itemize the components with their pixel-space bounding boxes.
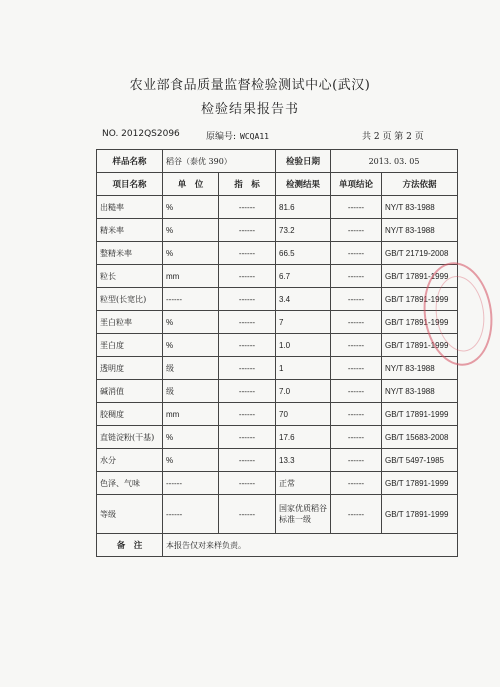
table-row [97, 288, 458, 311]
report-title: 检验结果报告书 [200, 102, 299, 117]
results-table [96, 149, 458, 557]
table-row [97, 357, 458, 380]
cell-item: 精米率 [97, 219, 163, 242]
cell-standard: ------ [219, 334, 276, 357]
cell-conclusion: ------ [331, 242, 382, 265]
cell-unit: % [163, 196, 219, 219]
sample-row [97, 150, 458, 173]
cell-standard: ------ [219, 288, 276, 311]
cell-result: 正常 [276, 472, 331, 495]
cell-conclusion: ------ [331, 426, 382, 449]
cell-result: 6.7 [276, 265, 331, 288]
grade-standard: ------ [219, 495, 276, 534]
cell-item: 垩白度 [97, 334, 163, 357]
cell-item: 透明度 [97, 357, 163, 380]
sample-name-value: 稻谷（泰优 390） [163, 150, 276, 173]
cell-standard: ------ [219, 219, 276, 242]
table-row [97, 449, 458, 472]
cell-conclusion: ------ [331, 403, 382, 426]
cell-item: 色泽、气味 [97, 472, 163, 495]
seal-inner-ring [431, 273, 489, 355]
cell-conclusion: ------ [331, 288, 382, 311]
cell-conclusion: ------ [331, 219, 382, 242]
note-row [97, 534, 458, 557]
cell-method: GB/T 17891-1999 [382, 472, 458, 495]
cell-conclusion: ------ [331, 449, 382, 472]
cell-method: GB/T 17891-1999 [382, 265, 458, 288]
note-label: 备 注 [97, 534, 163, 557]
col-header-conclusion: 单项结论 [331, 173, 382, 196]
table-row [97, 265, 458, 288]
cell-conclusion: ------ [331, 311, 382, 334]
cell-unit: 级 [163, 380, 219, 403]
cell-unit: 级 [163, 357, 219, 380]
cell-unit: % [163, 426, 219, 449]
cell-unit: % [163, 449, 219, 472]
cell-standard: ------ [219, 426, 276, 449]
cell-conclusion: ------ [331, 265, 382, 288]
page-info: 共 2 页 第 2 页 [362, 132, 424, 142]
cell-conclusion: ------ [331, 196, 382, 219]
cell-method: NY/T 83-1988 [382, 380, 458, 403]
cell-standard: ------ [219, 242, 276, 265]
cell-standard: ------ [219, 380, 276, 403]
col-header-item: 项目名称 [97, 173, 163, 196]
cell-method: NY/T 83-1988 [382, 357, 458, 380]
sample-name-label: 样品名称 [97, 150, 163, 173]
cell-conclusion: ------ [331, 472, 382, 495]
original-number-value: WCQA11 [240, 132, 269, 141]
col-header-unit: 单 位 [163, 173, 219, 196]
cell-result: 17.6 [276, 426, 331, 449]
grade-conclusion: ------ [331, 495, 382, 534]
cell-method: GB/T 15683-2008 [382, 426, 458, 449]
cell-unit: mm [163, 265, 219, 288]
cell-item: 粒长 [97, 265, 163, 288]
cell-conclusion: ------ [331, 334, 382, 357]
cell-result: 66.5 [276, 242, 331, 265]
cell-item: 碱消值 [97, 380, 163, 403]
grade-unit: ------ [163, 495, 219, 534]
report-number: NO. 2012QS2096 [102, 129, 180, 139]
cell-conclusion: ------ [331, 357, 382, 380]
table-row [97, 426, 458, 449]
test-date-label: 检验日期 [276, 150, 331, 173]
cell-result: 1 [276, 357, 331, 380]
cell-result: 70 [276, 403, 331, 426]
center-title: 农业部食品质量监督检验测试中心(武汉) [129, 78, 371, 93]
cell-unit: % [163, 334, 219, 357]
cell-item: 垩白粒率 [97, 311, 163, 334]
cell-unit: ------ [163, 472, 219, 495]
cell-standard: ------ [219, 449, 276, 472]
cell-method: NY/T 83-1988 [382, 196, 458, 219]
note-text: 本报告仅对来样负责。 [163, 534, 458, 557]
grade-method: GB/T 17891-1999 [382, 495, 458, 534]
cell-method: GB/T 21719-2008 [382, 242, 458, 265]
cell-method: GB/T 17891-1999 [382, 311, 458, 334]
col-header-result: 检测结果 [276, 173, 331, 196]
table-row [97, 403, 458, 426]
header-row [97, 173, 458, 196]
cell-item: 胶稠度 [97, 403, 163, 426]
cell-item: 水分 [97, 449, 163, 472]
cell-result: 7 [276, 311, 331, 334]
table-row [97, 219, 458, 242]
cell-method: GB/T 17891-1999 [382, 334, 458, 357]
cell-result: 3.4 [276, 288, 331, 311]
cell-standard: ------ [219, 357, 276, 380]
cell-method: GB/T 5497-1985 [382, 449, 458, 472]
original-number-label: 原编号: [206, 132, 237, 142]
cell-item: 直链淀粉(干基) [97, 426, 163, 449]
cell-method: NY/T 83-1988 [382, 219, 458, 242]
cell-standard: ------ [219, 196, 276, 219]
cell-result: 13.3 [276, 449, 331, 472]
grade-row [97, 495, 458, 534]
cell-method: GB/T 17891-1999 [382, 288, 458, 311]
cell-item: 粒型(长宽比) [97, 288, 163, 311]
original-number [206, 129, 269, 142]
col-header-standard: 指 标 [219, 173, 276, 196]
cell-unit: ------ [163, 288, 219, 311]
cell-item: 出糙率 [97, 196, 163, 219]
cell-unit: % [163, 311, 219, 334]
cell-result: 1.0 [276, 334, 331, 357]
cell-result: 81.6 [276, 196, 331, 219]
cell-standard: ------ [219, 472, 276, 495]
cell-standard: ------ [219, 265, 276, 288]
cell-result: 73.2 [276, 219, 331, 242]
col-header-method: 方法依据 [382, 173, 458, 196]
grade-item: 等级 [97, 495, 163, 534]
table-row [97, 334, 458, 357]
cell-result: 7.0 [276, 380, 331, 403]
grade-result: 国家优质稻谷标准一级 [276, 495, 331, 534]
table-row [97, 242, 458, 265]
cell-standard: ------ [219, 403, 276, 426]
table-row [97, 380, 458, 403]
cell-unit: % [163, 219, 219, 242]
cell-item: 整精米率 [97, 242, 163, 265]
table-row [97, 311, 458, 334]
table-row [97, 196, 458, 219]
cell-unit: mm [163, 403, 219, 426]
cell-unit: % [163, 242, 219, 265]
cell-method: GB/T 17891-1999 [382, 403, 458, 426]
cell-standard: ------ [219, 311, 276, 334]
table-row [97, 472, 458, 495]
cell-conclusion: ------ [331, 380, 382, 403]
test-date-value: 2013. 03. 05 [331, 150, 458, 173]
